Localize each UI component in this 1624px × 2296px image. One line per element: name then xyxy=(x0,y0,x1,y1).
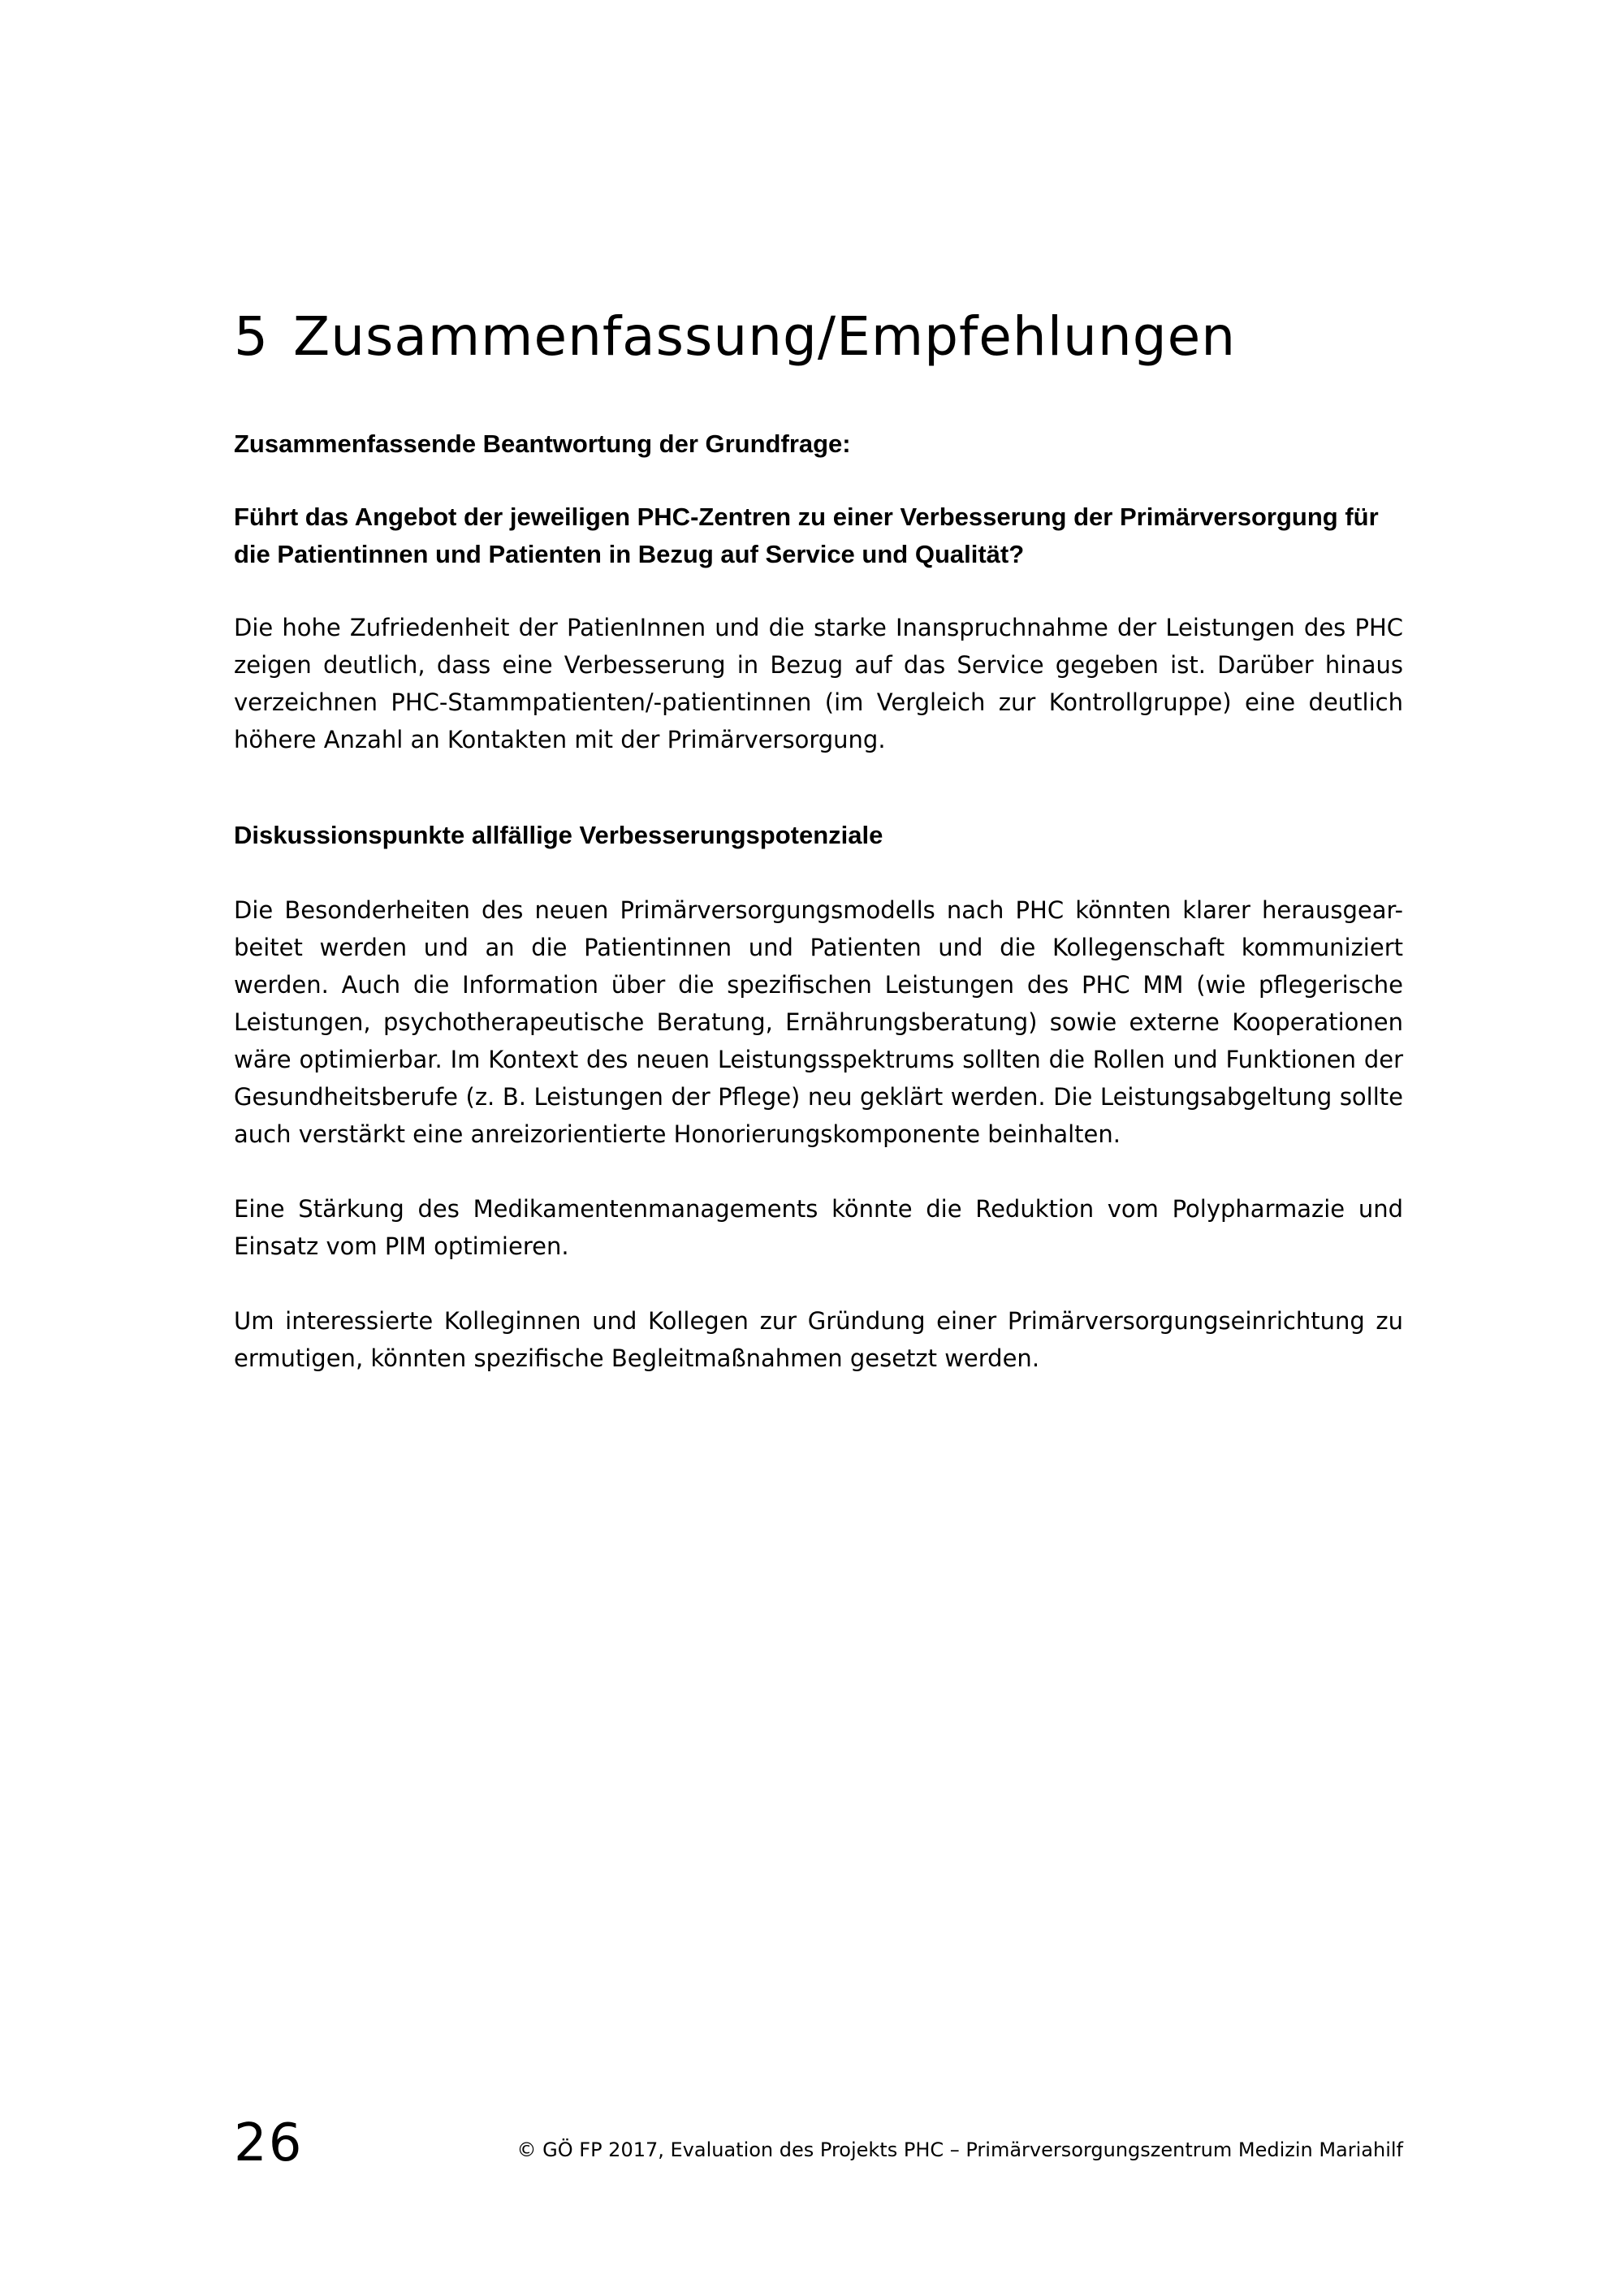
section1-heading: Zusammenfassende Beantwortung der Grundfrage: xyxy=(234,429,851,458)
footer-copyright: © GÖ FP 2017, Evaluation des Projekts PHC – Primärversorgungszentrum Medizin Mariahilf xyxy=(516,2138,1403,2161)
section1-paragraph: Die hohe Zufriedenheit der PatienInnen und die starke Inanspruchnahme der Leistungen des PHC zeigen deutlich, dass eine Verbesserung in Bezug auf das Service gegeben ist. Darüber hinaus verzeichnen PHC-Stammpatienten/-patientinnen (im Vergleich zur Kontrollgruppe) eine deutlich höhere Anzahl an Kontakten mit der Primärversorgung. xyxy=(234,614,1403,753)
section2-paragraph-1: Die Besonderheiten des neuen Primärversorgungsmodells nach PHC könnten klarer herausgear-beitet werden und an die Patientinnen und Patienten und die Kollegenschaft kommuniziert werden. Auch die Information über die spezifischen Leistungen des PHC MM (wie pflegerische Leistungen, psychotherapeutische Beratung, Ernährungsberatung) sowie externe Kooperationen wäre optimierbar. Im Kontext des neuen Leistungsspektrums sollten die Rollen und Funktionen der Gesundheitsberufe (z. B. Leistungen der Pflege) neu geklärt werden. Die Leistungsabgeltung sollte auch verstärkt eine anreizorientierte Honorierungskomponente beinhalten. xyxy=(234,896,1403,1148)
chapter-title-text: Zusammenfassung/Empfehlungen xyxy=(293,305,1237,368)
chapter-number: 5 xyxy=(234,305,269,368)
guiding-question: Führt das Angebot der jeweiligen PHC-Zentren zu einer Verbesserung der Primärversorgung für die Patientinnen und Patienten in Bezug auf Service und Qualität? xyxy=(234,503,1379,568)
chapter-title xyxy=(234,300,1403,373)
page-content xyxy=(234,300,1403,1377)
section2-paragraph-2: Eine Stärkung des Medikamentenmanagements könnte die Reduktion vom Polypharmazie und Einsatz vom PIM optimieren. xyxy=(234,1195,1403,1260)
section2-paragraph-3: Um interessierte Kolleginnen und Kollegen zur Gründung einer Primärversorgungseinrichtung zu ermutigen, könnten spezifische Begleitmaßnahmen gesetzt werden. xyxy=(234,1307,1403,1372)
page-number: 26 xyxy=(234,2113,304,2173)
section2-heading: Diskussionspunkte allfällige Verbesserungspotenziale xyxy=(234,821,883,849)
